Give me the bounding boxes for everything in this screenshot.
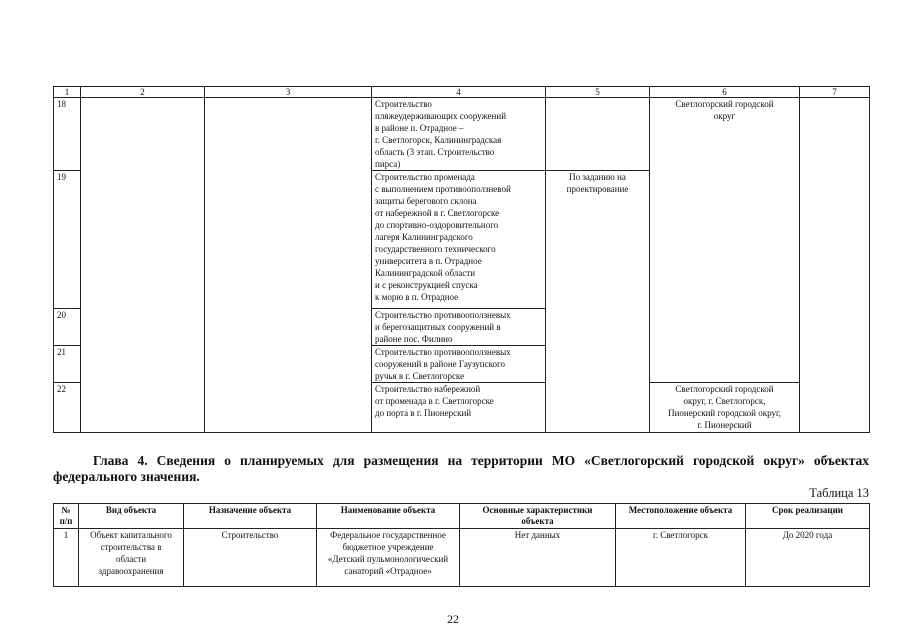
data-cell: г. Светлогорск bbox=[616, 529, 746, 587]
col-number: 1 bbox=[54, 87, 81, 98]
data-cell: До 2020 года bbox=[746, 529, 870, 587]
object-name: Строительство променада с выполнением противооползневой защиты берегового склона от набережной в г. Светлогорске до спортивно-оздоровительного лагеря Калининградского государственного технического университета в п. Отрадное Калининградской области и с реконструкцией спуска к морю в п. Отрадное bbox=[372, 171, 546, 309]
col-number: 2 bbox=[81, 87, 205, 98]
cell-empty bbox=[205, 98, 372, 433]
row-number: 18 bbox=[54, 98, 81, 171]
header-cell: Вид объекта bbox=[79, 504, 184, 529]
cell-empty bbox=[81, 98, 205, 433]
row-number: 21 bbox=[54, 346, 81, 383]
page-number: 22 bbox=[447, 612, 459, 626]
object-name: Строительство пляжеудерживающих сооружений в районе п. Отрадное – г. Светлогорск, Калининградская область (3 этап. Строительство пирса) bbox=[372, 98, 546, 171]
object-name: Строительство набережной от променада в г. Светлогорске до порта в г. Пионерский bbox=[372, 383, 546, 433]
row-number: 20 bbox=[54, 309, 81, 346]
header-cell: Срок реализации bbox=[746, 504, 870, 529]
federal-objects-table bbox=[53, 503, 870, 587]
cell-empty bbox=[546, 98, 650, 171]
data-cell: 1 bbox=[54, 529, 79, 587]
col-number: 6 bbox=[650, 87, 800, 98]
data-cell: Нет данных bbox=[460, 529, 616, 587]
location-cell: Светлогорский городской округ, г. Светлогорск, Пионерский городской округ, г. Пионерский bbox=[650, 383, 800, 433]
row-number: 22 bbox=[54, 383, 81, 433]
projects-table bbox=[53, 86, 870, 433]
column-numbers-row bbox=[54, 87, 870, 98]
data-cell: Строительство bbox=[184, 529, 317, 587]
col-number: 7 bbox=[800, 87, 870, 98]
header-cell: Назначение объекта bbox=[184, 504, 317, 529]
status-cell: По заданию на проектирование bbox=[546, 171, 650, 433]
data-cell: Федеральное государственное бюджетное учреждение «Детский пульмонологический санаторий «Отрадное» bbox=[317, 529, 460, 587]
object-name: Строительство противооползневых сооружений в районе Гаузупского ручья в г. Светлогорске bbox=[372, 346, 546, 383]
row-number: 19 bbox=[54, 171, 81, 309]
header-cell: Наименование объекта bbox=[317, 504, 460, 529]
chapter-heading: Глава 4. Сведения о планируемых для размещения на территории МО «Светлогорский городской округ» объектах федерального значения. bbox=[53, 453, 869, 484]
col-number: 3 bbox=[205, 87, 372, 98]
header-cell: № п/п bbox=[54, 504, 79, 529]
location-cell: Светлогорский городской округ bbox=[650, 98, 800, 383]
table-row bbox=[54, 529, 870, 587]
col-number: 5 bbox=[546, 87, 650, 98]
col-number: 4 bbox=[372, 87, 546, 98]
table-row bbox=[54, 98, 870, 171]
object-name: Строительство противооползневых и берегозащитных сооружений в районе пос. Филино bbox=[372, 309, 546, 346]
table-number: Таблица 13 bbox=[809, 486, 869, 500]
data-cell: Объект капитального строительства в области здравоохранения bbox=[79, 529, 184, 587]
cell-empty bbox=[800, 98, 870, 433]
header-cell: Основные характеристики объекта bbox=[460, 504, 616, 529]
header-cell: Местоположение объекта bbox=[616, 504, 746, 529]
header-row bbox=[54, 504, 870, 529]
